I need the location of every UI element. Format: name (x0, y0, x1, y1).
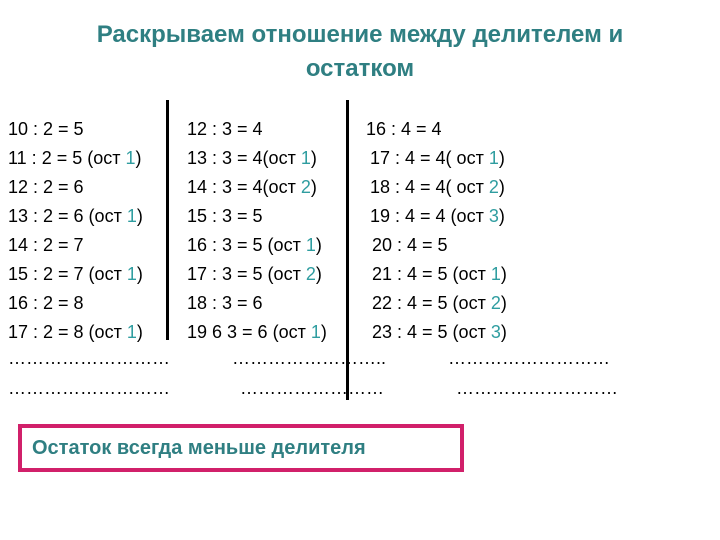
dots-row1-col3: ……………………… (448, 348, 610, 368)
equation-row (8, 202, 143, 231)
closing-paren: ) (135, 148, 142, 168)
equation-text: 21 : 4 = 5 (ост (372, 264, 491, 284)
closing-paren: ) (498, 177, 505, 197)
remainder-value: 1 (490, 264, 501, 284)
equation-text: 15 : 3 = 5 (187, 206, 263, 226)
equation-row (366, 173, 507, 202)
equation-text: 18 : 3 = 6 (187, 293, 263, 313)
remainder-value: 1 (310, 322, 321, 342)
remainder-value: 1 (126, 206, 137, 226)
equation-row (187, 144, 327, 173)
equation-row (366, 231, 507, 260)
equation-text: 13 : 2 = 6 (ост (8, 206, 127, 226)
equation-row (187, 260, 327, 289)
closing-paren: ) (500, 322, 507, 342)
remainder-value: 2 (488, 177, 499, 197)
remainder-value: 1 (305, 235, 316, 255)
closing-paren: ) (498, 206, 505, 226)
equation-text: 13 : 3 = 4(ост (187, 148, 301, 168)
equation-row (187, 318, 327, 347)
dots-row2-col1: ……………………… (8, 378, 170, 398)
equation-row (8, 144, 143, 173)
equation-row (8, 289, 143, 318)
equation-row (8, 231, 143, 260)
closing-paren: ) (136, 322, 143, 342)
closing-paren: ) (136, 264, 143, 284)
equation-row (366, 260, 507, 289)
equation-text: 14 : 2 = 7 (8, 235, 84, 255)
closing-paren: ) (500, 293, 507, 313)
dots-row2-col2: …………………… (240, 378, 384, 398)
remainder-value: 2 (305, 264, 316, 284)
equation-row (8, 173, 143, 202)
remainder-value: 1 (488, 148, 499, 168)
equation-text: 19 : 4 = 4 (ост (370, 206, 489, 226)
equation-row (8, 318, 143, 347)
equation-text: 16 : 2 = 8 (8, 293, 84, 313)
equation-text: 16 : 3 = 5 (ост (187, 235, 306, 255)
equation-text: 11 : 2 = 5 (ост (8, 148, 126, 168)
title-line-2: остатком (305, 55, 415, 82)
equation-row (187, 115, 327, 144)
equation-text: 19 6 3 = 6 (ост (187, 322, 311, 342)
dots-row2-col3: ……………………… (456, 378, 618, 398)
remainder-value: 1 (125, 148, 136, 168)
dots-row1-col2: …………………….. (232, 348, 387, 368)
remainder-value: 2 (300, 177, 311, 197)
equation-row (187, 289, 327, 318)
closing-paren: ) (136, 206, 143, 226)
conclusion-box: Остаток всегда меньше делителя (18, 424, 464, 472)
equation-text: 17 : 3 = 5 (ост (187, 264, 306, 284)
column-divider-1 (166, 100, 169, 340)
equation-text: 12 : 3 = 4 (187, 119, 263, 139)
equation-text: 12 : 2 = 6 (8, 177, 84, 197)
equation-row (366, 202, 507, 231)
equation-text: 22 : 4 = 5 (ост (372, 293, 491, 313)
remainder-value: 2 (490, 293, 501, 313)
equation-row (366, 144, 507, 173)
equation-row (187, 202, 327, 231)
division-column-by-3 (187, 115, 327, 347)
equation-text: 10 : 2 = 5 (8, 119, 84, 139)
dots-row1-col1: ……………………… (8, 348, 170, 368)
equation-row (366, 318, 507, 347)
equation-text: 15 : 2 = 7 (ост (8, 264, 127, 284)
equation-row (8, 260, 143, 289)
division-column-by-2 (8, 115, 143, 347)
slide-title (0, 18, 720, 86)
closing-paren: ) (315, 264, 322, 284)
equation-row (187, 231, 327, 260)
equation-text: 17 : 4 = 4( ост (370, 148, 489, 168)
closing-paren: ) (310, 148, 317, 168)
remainder-value: 1 (300, 148, 311, 168)
equation-row (8, 115, 143, 144)
closing-paren: ) (498, 148, 505, 168)
title-line-1: Раскрываем отношение между делителем и (96, 21, 624, 48)
equation-text: 16 : 4 = 4 (366, 119, 442, 139)
division-column-by-4 (366, 115, 507, 347)
closing-paren: ) (320, 322, 327, 342)
equation-text: 17 : 2 = 8 (ост (8, 322, 127, 342)
equation-text: 14 : 3 = 4(ост (187, 177, 301, 197)
closing-paren: ) (310, 177, 317, 197)
remainder-value: 1 (126, 264, 137, 284)
equation-text: 18 : 4 = 4( ост (370, 177, 489, 197)
equation-row (366, 115, 507, 144)
closing-paren: ) (315, 235, 322, 255)
equation-text: 20 : 4 = 5 (372, 235, 448, 255)
remainder-value: 1 (126, 322, 137, 342)
remainder-value: 3 (490, 322, 501, 342)
equation-row (366, 289, 507, 318)
remainder-value: 3 (488, 206, 499, 226)
equation-text: 23 : 4 = 5 (ост (372, 322, 491, 342)
equation-row (187, 173, 327, 202)
closing-paren: ) (500, 264, 507, 284)
